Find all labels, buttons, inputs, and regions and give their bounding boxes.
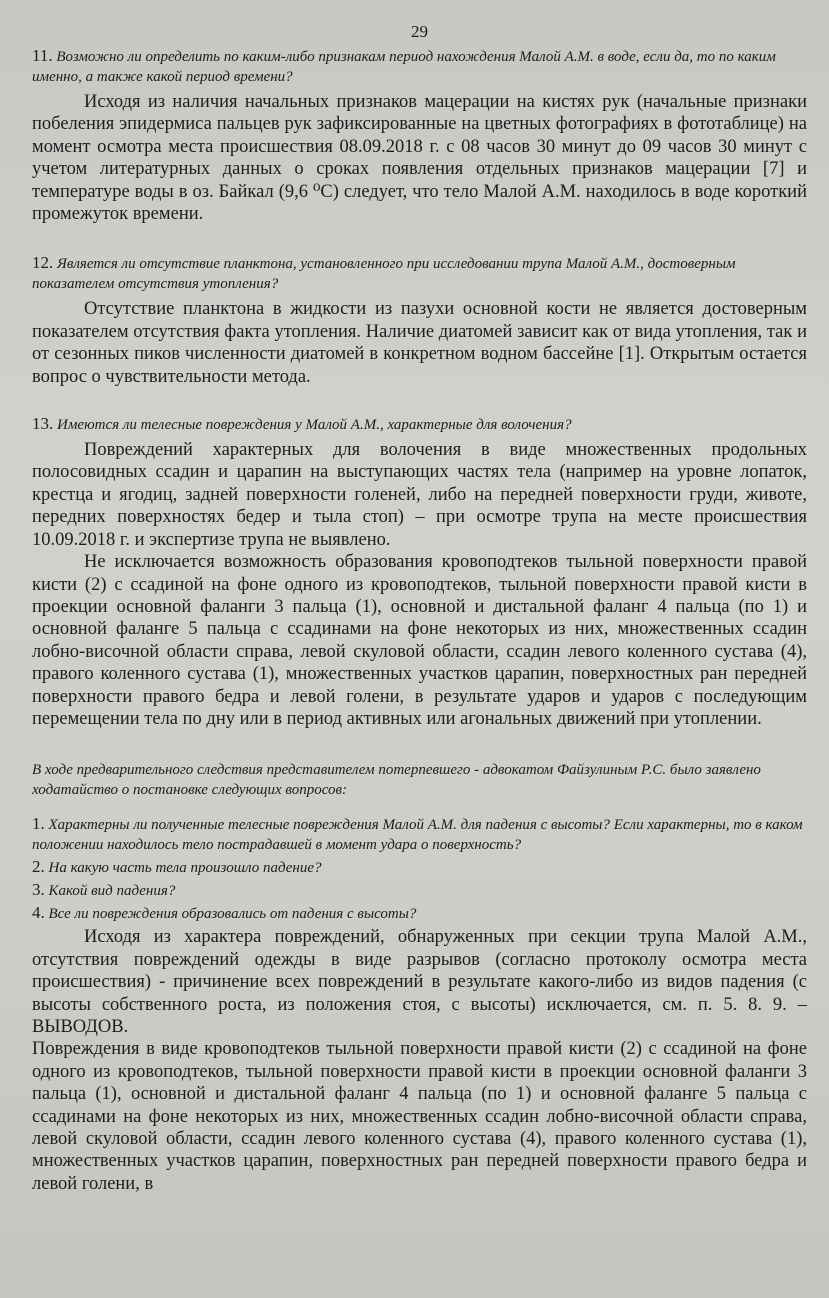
answer-13-paragraph-2: Не исключается возможность образования кровоподтеков тыльной поверхности правой кисти (2) с ссадиной на фоне одного из кровоподтеков, тыльной поверхности правой кисти в проекции основной фаланги 3 пальца (1), основной и дистальной фаланг 4 пальца (по 1) и основной фаланге 5 пальца с ссадинами на фоне некоторых из них, множественных ссадин лобно-височной области справа, левой скуловой области, ссадин левого коленного сустава (4), правого коленного сустава (1), множественных участков царапин, поверхностных ран передней поверхности правого бедра и левой голени, в результате ударов и ударов с последующим перемещении тела по дну или в период активных или агональных движений при утоплении.	[32, 552, 807, 729]
question-12	[32, 253, 807, 294]
motion-question-4: 4. Все ли повреждения образовались от падения с высоты?	[32, 903, 417, 923]
motion-intro: В ходе предварительного следствия представителем потерпевшего - адвокатом Файзулиным Р.С. было заявлено ходатайство о постановке следующих вопросов:	[32, 762, 761, 799]
page-number: 29	[411, 22, 428, 41]
answer-12: Отсутствие планктона в жидкости из пазухи основной кости не является достоверным показателем отсутствия факта утопления. Наличие диатомей зависит как от вида утопления, так и от сезонных пиков численности диатомей в конкретном водном бассейне [1]. Открытым остается вопрос о чувствительности метода.	[32, 299, 807, 387]
answer-13-paragraph-1: Повреждений характерных для волочения в виде множественных продольных полосовидных ссадин и царапин на выступающих частях тела (например на уровне лопаток, крестца и ягодиц, задней поверхности голеней, либо на передней поверхности груди, животе, передних поверхностях бедер и тыла стоп) – при осмотре трупа на месте происшествия 10.09.2018 г. и экспертизе трупа не выявлено.	[32, 440, 807, 550]
motion-answer-paragraph-2: Повреждения в виде кровоподтеков тыльной поверхности правой кисти (2) с ссадиной на фоне одного из кровоподтеков, тыльной поверхности правой кисти в проекции основной фаланги 3 пальца (1), основной и дистальной фаланг 4 пальца (по 1) и основной фаланге 5 пальца с ссадинами на фоне некоторых из них, множественных ссадин лобно-височной области справа, левой скуловой области, ссадин левого коленного сустава (4), правого коленного сустава (1), множественных участков царапин, поверхностных ран передней поверхности правого бедра и левой голени, в	[32, 1039, 807, 1194]
question-13-number: 13.	[32, 414, 54, 434]
motion-question-3: 3. Какой вид падения?	[32, 880, 176, 900]
question-11-number: 11.	[32, 46, 53, 65]
question-12-number: 12.	[32, 253, 54, 273]
motion-question-2: 2. На какую часть тела произошло падение?	[32, 857, 322, 877]
answer-11: Исходя из наличия начальных признаков мацерации на кистях рук (начальные признаки побеления эпидермиса пальцев рук зафиксированные на цветных фотографиях в фототаблице) на момент осмотра места происшествия 08.09.2018 г. с 08 часов 30 минут до 09 часов 30 минут с учетом литературных данных о сроках появления отдельных признаков мацерации [7] и температуре воды в оз. Байкал (9,6 ⁰С) следует, что тело Малой А.М. находилось в воде короткий промежуток времени.	[32, 92, 807, 225]
motion-question-list	[32, 814, 807, 924]
motion-question-1: 1. Характерны ли полученные телесные повреждения Малой А.М. для падения с высоты? Если характерны, то в каком положении находилось тело пострадавшей в момент удара о поверхность?	[32, 814, 803, 854]
question-13-text: Имеются ли телесные повреждения у Малой А.М., характерные для волочения?	[57, 417, 572, 434]
question-11-text: Возможно ли определить по каким-либо признакам период нахождения Малой А.М. в воде, если да, то по каким именно, а также какой период времени?	[32, 49, 776, 85]
question-12-text: Является ли отсутствие планктона, установленного при исследовании трупа Малой А.М., достоверным показателем отсутствия утопления?	[32, 256, 736, 293]
motion-answer-paragraph-1: Исходя из характера повреждений, обнаруженных при секции трупа Малой А.М., отсутствия повреждений одежды в виде разрывов (согласно протоколу осмотра места происшествия) - причинение всех повреждений в результате какого-либо из видов падения (с высоты собственного роста, из положения стоя, с высоты) исключается, см. п. 5. 8. 9. – ВЫВОДОВ.	[32, 927, 807, 1037]
question-13	[32, 414, 807, 435]
question-11	[32, 46, 807, 87]
